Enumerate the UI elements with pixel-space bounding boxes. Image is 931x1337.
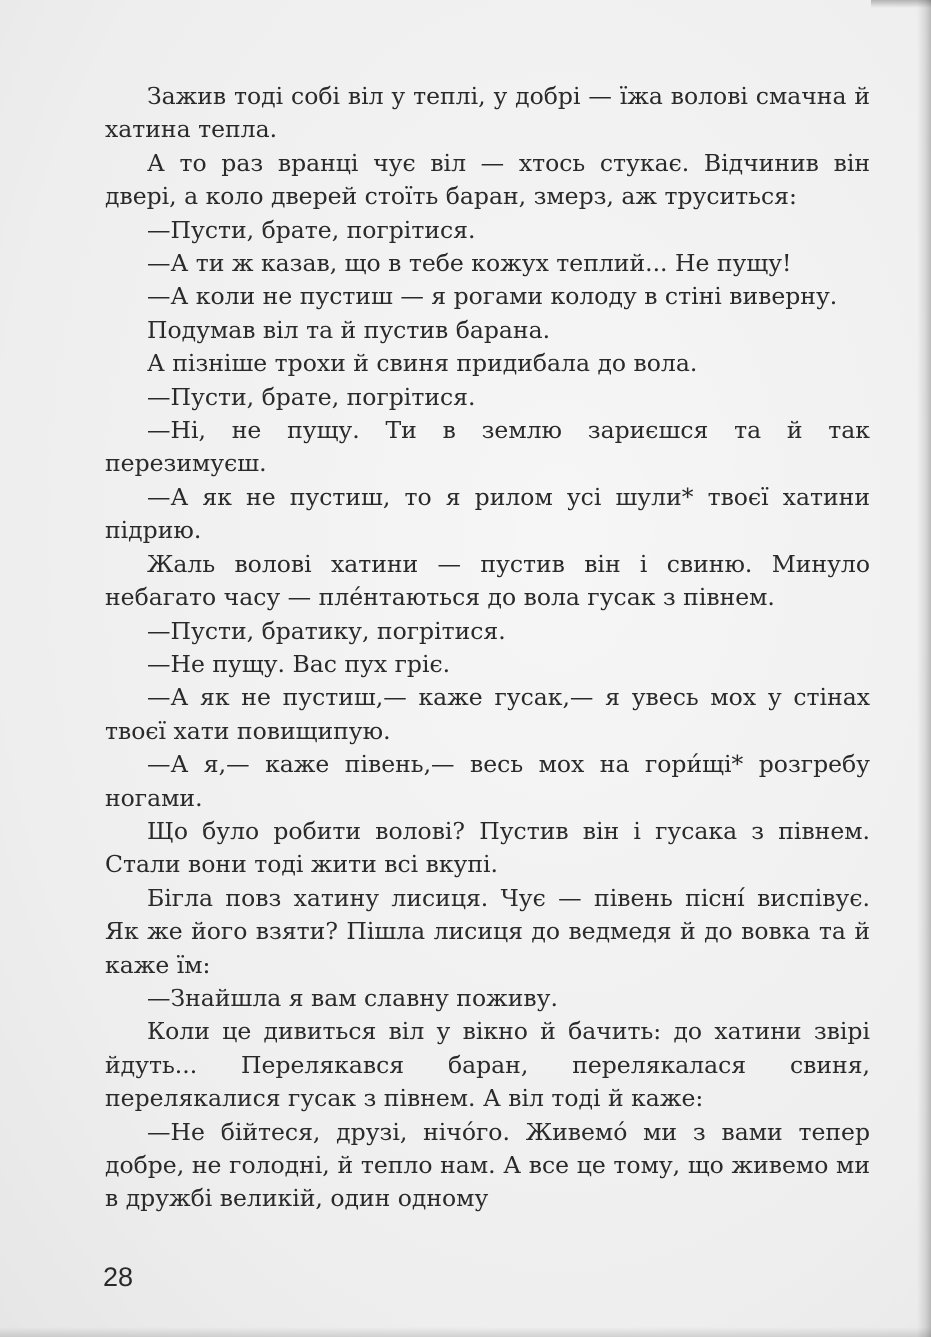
paragraph: А то раз вранці чує віл — хтось стукає. Відчинив він двері, а коло дверей стоїть баран, змерз, аж труситься: xyxy=(105,148,870,211)
paragraph: Подумав віл та й пустив барана. xyxy=(147,315,551,344)
dialogue-line: —Пусти, брате, погрітися. xyxy=(147,382,476,411)
paragraph: А пізніше трохи й свиня придибала до вола. xyxy=(147,349,698,378)
dialogue-line: —Ні, не пущу. Ти в землю зариєшся та й так перезимуєш. xyxy=(105,416,870,478)
paragraph: Зажив тоді собі віл у теплі, у добрі — їжа волові смачна й хатина тепла. xyxy=(105,82,870,144)
body-text xyxy=(105,80,870,1216)
paragraph: Коли це дивиться віл у вікно й бачить: до хатини звірі йдуть... Перелякався баран, перелякалася свиня, перелякалися гусак з півнем. А віл тоді й каже: xyxy=(105,1017,870,1113)
dialogue-line: —А як не пустиш, то я рилом усі шули* твоєї хатини підрию. xyxy=(105,482,870,545)
page-corner-shadow xyxy=(871,0,931,8)
dialogue-line: —Пусти, брате, погрітися. xyxy=(147,215,476,244)
dialogue-line: —А коли не пустиш — я рогами колоду в стіні виверну. xyxy=(147,282,838,311)
dialogue-line: —Знайшла я вам славну поживу. xyxy=(147,983,558,1012)
dialogue-line: —А ти ж казав, що в тебе кожух теплий... Не пущу! xyxy=(147,249,792,278)
dialogue-line: —Не бійтеся, друзі, нічо́го. Живемо́ ми з вами тепер добре, не голодні, й тепло нам. А все це тому, що живемо ми в дружбі великій, один одному xyxy=(105,1117,870,1213)
page-number: 28 xyxy=(103,1262,134,1292)
paragraph: Що було робити волові? Пустив він і гусака з півнем. Стали вони тоді жити всі вкупі. xyxy=(105,816,870,879)
dialogue-line: —А як не пустиш,— каже гусак,— я увесь мох у стінах твоєї хати повищипую. xyxy=(105,683,870,745)
dialogue-line: —А я,— каже півень,— весь мох на гори́щі* розгребу ногами. xyxy=(105,750,870,812)
paragraph: Жаль волові хатини — пустив він і свиню. Минуло небагато часу — пле́нтаються до вола гусак з півнем. xyxy=(105,549,870,612)
dialogue-line: —Пусти, братику, погрітися. xyxy=(147,616,506,645)
paragraph: Бігла повз хатину лисиця. Чує — півень пісні́ виспівує. Як же його взяти? Пішла лисиця до ведмедя й до вовка та й каже їм: xyxy=(105,883,870,979)
page-edge-shadow xyxy=(917,0,931,1337)
dialogue-line: —Не пущу. Вас пух гріє. xyxy=(147,649,451,678)
page-bottom-shadow xyxy=(0,1327,931,1337)
